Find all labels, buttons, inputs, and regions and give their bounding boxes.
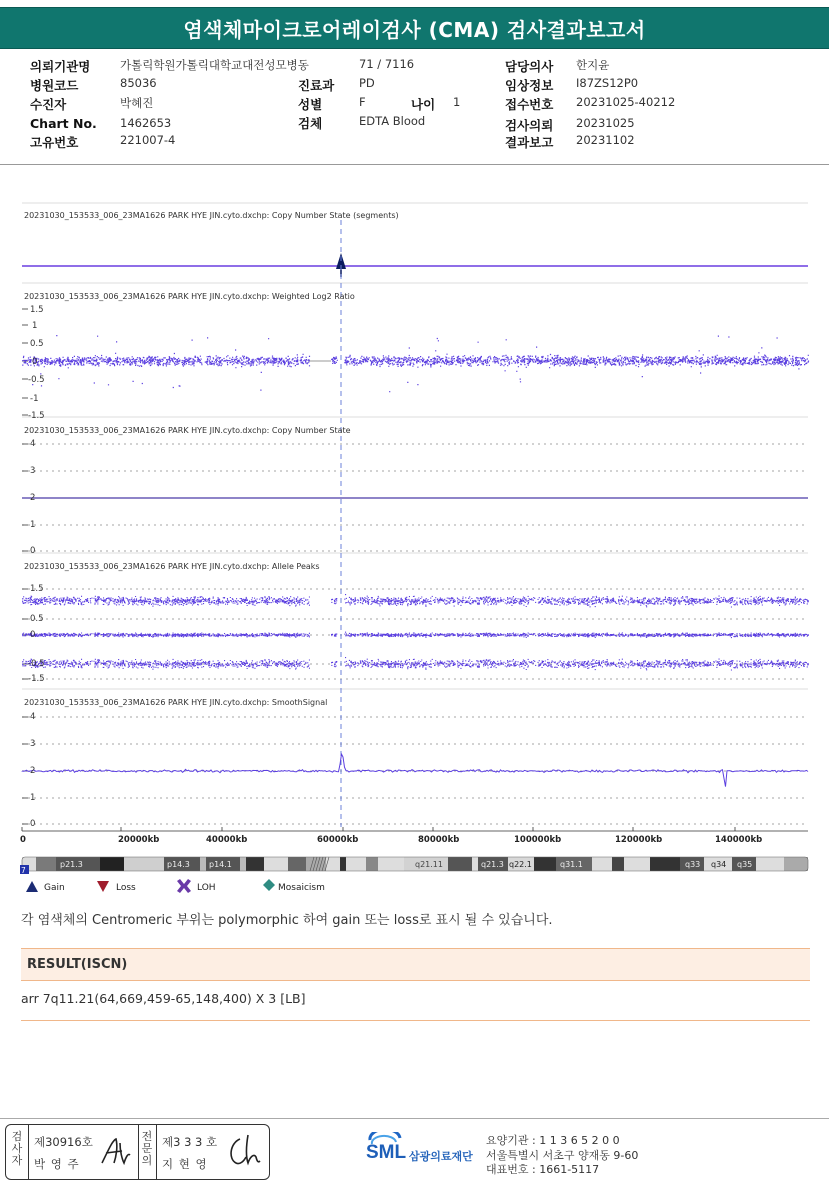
tick-label: 0 — [30, 819, 36, 829]
tick-label: 0 — [30, 546, 36, 556]
tick-label: 2 — [30, 766, 36, 776]
tick-label: 4 — [30, 439, 36, 449]
label-patient: 수진자 — [30, 97, 67, 112]
legend-loh: LOH — [197, 883, 216, 893]
tick-label: 4 — [30, 712, 36, 722]
x-tick-label: 120000kb — [615, 835, 663, 845]
agency-number: 요양기관 : 1 1 3 6 5 2 0 0 — [486, 1134, 620, 1147]
doctor-label: 전문의 — [141, 1130, 153, 1167]
tick-label: 1 — [32, 321, 38, 331]
label-department: 진료과 — [298, 78, 335, 93]
ideogram-band — [650, 857, 680, 871]
tick-label: -1.5 — [28, 674, 45, 684]
value-age: 1 — [453, 95, 461, 109]
ideogram-band — [756, 857, 784, 871]
log2-points — [22, 336, 809, 392]
legend-loss: Loss — [116, 883, 136, 893]
examiner-label: 검사자 — [11, 1130, 23, 1167]
sml-logo — [366, 1132, 478, 1172]
x-tick-label: 20000kb — [118, 835, 160, 845]
ideogram-band — [340, 857, 346, 871]
band-label: q34 — [711, 860, 727, 869]
band-label: p14.1 — [209, 860, 232, 869]
result-iscn: arr 7q11.21(64,669,459-65,148,400) X 3 [LB] — [21, 991, 306, 1006]
tick-label: -0.5 — [28, 375, 45, 385]
footer-divider — [0, 1118, 829, 1119]
value-institution: 가톨릭학원가톨릭대학교대전성모병동 — [120, 58, 309, 72]
value-receipt-no: 20231025-40212 — [576, 95, 676, 109]
label-report-date: 결과보고 — [505, 135, 554, 150]
panel-title-segments: 20231030_153533_006_23MA1626 PARK HYE JIN.cyto.dxchp: Copy Number State (segments) — [24, 211, 399, 220]
doctor-name: 지 현 영 — [162, 1157, 208, 1171]
band-label: q22.1 — [509, 860, 532, 869]
x-tick-label: 40000kb — [206, 835, 248, 845]
examiner-license: 제30916호 — [34, 1135, 93, 1149]
band-label: q35 — [737, 860, 753, 869]
tick-label: -1.5 — [28, 411, 45, 421]
label-age: 나이 — [411, 97, 436, 112]
legend-mosaicism: Mosaicism — [278, 883, 325, 893]
phone-number: 대표번호 : 1661-5117 — [486, 1163, 600, 1176]
mosaicism-icon — [263, 879, 275, 891]
examiner-signature — [98, 1133, 134, 1169]
band-label: p14.3 — [167, 860, 190, 869]
gain-icon — [26, 881, 38, 892]
x-tick-label: 140000kb — [715, 835, 763, 845]
value-ward: 71 / 7116 — [359, 57, 415, 71]
ideogram-band — [306, 857, 326, 871]
foundation-name: 삼광의료재단 — [409, 1150, 473, 1163]
address: 서울특별시 서초구 양재동 9-60 — [486, 1149, 639, 1162]
value-doctor: 한지윤 — [576, 58, 610, 72]
sml-wordmark: SML — [366, 1142, 407, 1163]
ideogram-band — [264, 857, 288, 871]
tick-label: 0.5 — [30, 614, 44, 624]
panel-title-log2: 20231030_153533_006_23MA1626 PARK HYE JIN.cyto.dxchp: Weighted Log2 Ratio — [24, 292, 355, 301]
panel-title-allele: 20231030_153533_006_23MA1626 PARK HYE JIN.cyto.dxchp: Allele Peaks — [24, 562, 320, 571]
ideogram-band — [472, 857, 478, 871]
value-specimen: EDTA Blood — [359, 114, 426, 128]
ideogram-band — [240, 857, 246, 871]
cma-plot — [0, 195, 829, 900]
result-heading: RESULT(ISCN) — [21, 948, 810, 981]
ideogram-band — [246, 857, 264, 871]
patient-header — [0, 52, 829, 165]
loh-icon — [177, 879, 191, 893]
band-label: q21.11 — [415, 860, 443, 869]
value-unique-no: 221007-4 — [120, 133, 176, 147]
label-unique-no: 고유번호 — [30, 135, 79, 150]
ideogram-band — [124, 857, 164, 871]
x-tick-label: 60000kb — [317, 835, 359, 845]
ideogram-band — [100, 857, 124, 871]
tick-label: 3 — [30, 739, 36, 749]
ideogram-band — [448, 857, 472, 871]
ideogram-band — [346, 857, 366, 871]
tick-label: -1 — [30, 394, 39, 404]
tick-label: 1.5 — [30, 584, 44, 594]
ideogram-band — [36, 857, 56, 871]
legend-gain: Gain — [44, 883, 65, 893]
value-clinical-info: I87ZS12P0 — [576, 76, 639, 90]
ideogram-band — [624, 857, 650, 871]
band-label: q21.3 — [481, 860, 504, 869]
result-divider — [21, 1020, 810, 1021]
tick-label: 3 — [30, 466, 36, 476]
tick-label: 1.5 — [30, 305, 44, 315]
label-receipt-no: 접수번호 — [505, 97, 554, 112]
ideogram-band — [288, 857, 306, 871]
value-sex: F — [359, 95, 366, 109]
centromere-note: 각 염색체의 Centromeric 부위는 polymorphic 하여 gain 또는 loss로 표시 될 수 있습니다. — [21, 913, 553, 928]
ideogram-band — [366, 857, 378, 871]
label-hospital-code: 병원코드 — [30, 78, 79, 93]
tick-label: 1 — [30, 520, 36, 530]
value-patient: 박혜진 — [120, 96, 154, 110]
label-clinical-info: 임상정보 — [505, 78, 554, 93]
divider — [156, 1125, 157, 1179]
divider — [28, 1125, 29, 1179]
ideogram-band — [200, 857, 206, 871]
x-tick-label: 100000kb — [514, 835, 562, 845]
ideogram-band — [592, 857, 612, 871]
ideogram-band — [534, 857, 556, 871]
tick-label: 1 — [30, 793, 36, 803]
value-department: PD — [359, 76, 375, 90]
tick-label: 0 — [30, 630, 36, 640]
report-title: 염색체마이크로어레이검사 (CMA) 검사결과보고서 — [0, 7, 829, 49]
label-institution: 의뢰기관명 — [30, 59, 91, 74]
x-tick-label: 80000kb — [418, 835, 460, 845]
allele-points — [22, 595, 809, 670]
examiner-name: 박 영 주 — [34, 1157, 80, 1171]
loss-icon — [97, 881, 109, 892]
value-request-date: 20231025 — [576, 116, 635, 130]
label-doctor: 담당의사 — [505, 59, 554, 74]
tick-label: 2 — [30, 493, 36, 503]
value-hospital-code: 85036 — [120, 76, 157, 90]
band-label: p21.3 — [60, 860, 83, 869]
ideogram-band — [612, 857, 624, 871]
label-specimen: 검체 — [298, 116, 323, 131]
panel-title-smooth: 20231030_153533_006_23MA1626 PARK HYE JIN.cyto.dxchp: SmoothSignal — [24, 698, 328, 707]
panel-title-cn-state: 20231030_153533_006_23MA1626 PARK HYE JIN.cyto.dxchp: Copy Number State — [24, 426, 351, 435]
label-chart-no: Chart No. — [30, 116, 97, 131]
x-tick-label: 0 — [20, 835, 26, 845]
tick-label: 0 — [32, 357, 38, 367]
chromosome-number: 7 — [21, 866, 26, 875]
value-report-date: 20231102 — [576, 133, 635, 147]
smooth-signal-line — [22, 754, 808, 787]
value-chart-no: 1462653 — [120, 116, 172, 130]
label-sex: 성별 — [298, 97, 323, 112]
doctor-license: 제3 3 3 호 — [162, 1135, 218, 1149]
label-request-date: 검사의뢰 — [505, 118, 554, 133]
tick-label: 0.5 — [30, 339, 44, 349]
band-label: q31.1 — [560, 860, 583, 869]
ideogram-band — [378, 857, 404, 871]
signature-box — [5, 1124, 270, 1180]
band-label: q33 — [685, 860, 701, 869]
doctor-signature — [224, 1131, 264, 1171]
ideogram-band — [784, 857, 808, 871]
tick-label: -0.5 — [28, 659, 45, 669]
